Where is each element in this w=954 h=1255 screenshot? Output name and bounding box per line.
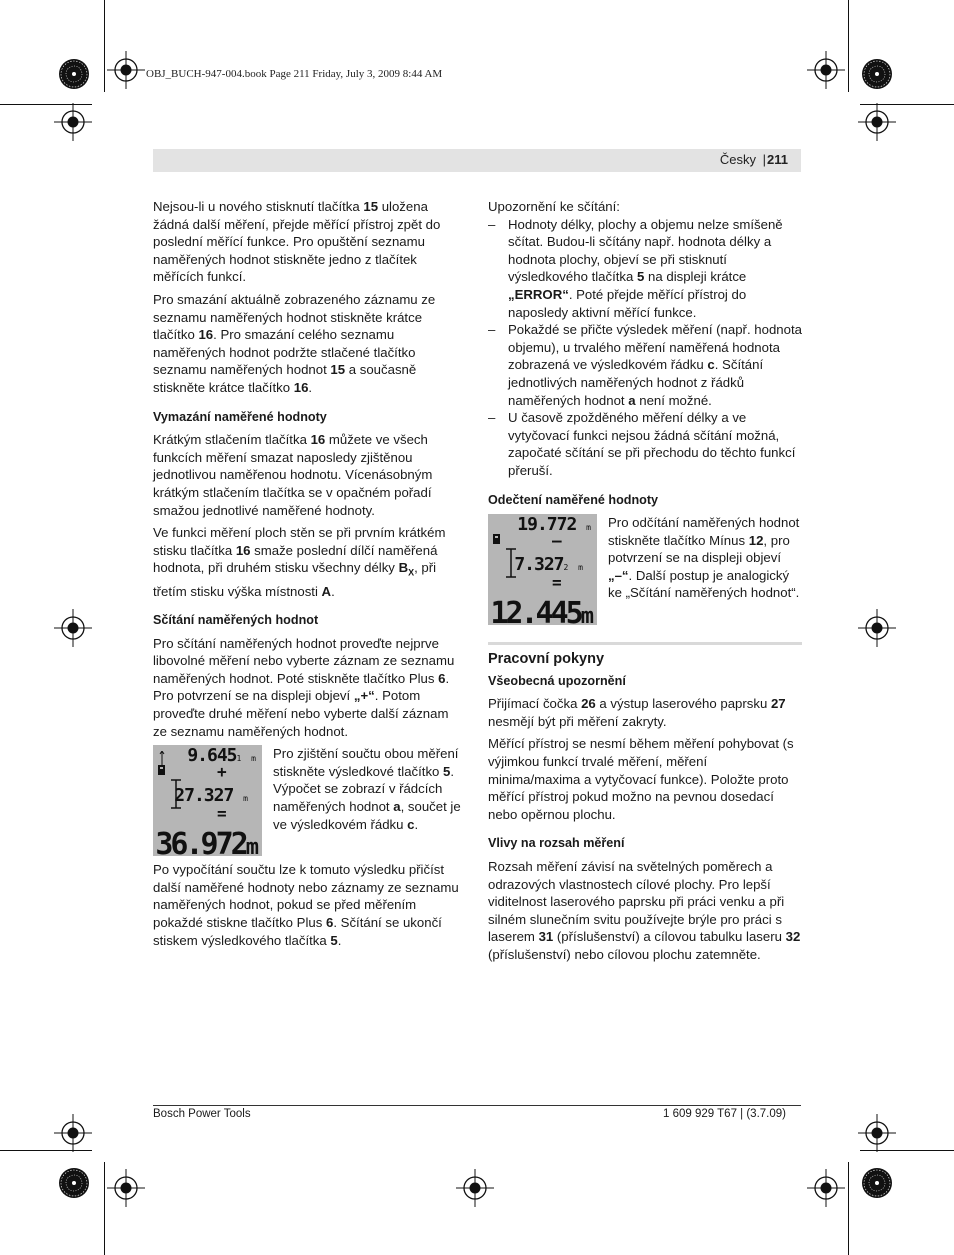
bold-run: 32 [785, 929, 801, 945]
paragraph: Přijímací čočka 26 a výstup laserového paprsku 27 nesmějí být při měření zakryty. [488, 696, 786, 729]
heading-delete-value: Vymazání naměřené hodnoty [153, 409, 327, 424]
bold-run: 27 [770, 696, 786, 712]
bold-run: 5 [330, 932, 338, 948]
bold-run: 15 [363, 199, 379, 214]
lcd-result [490, 595, 594, 626]
bold-run: 5 [637, 269, 645, 285]
bold-run: 6 [326, 915, 334, 931]
lcd-result-value: 12.445 [490, 595, 581, 626]
lcd-result [155, 826, 259, 857]
bold-run: 15 [330, 362, 346, 378]
right-column [488, 198, 802, 969]
lcd-equals: = [552, 573, 562, 593]
lcd-operator: + [217, 762, 227, 782]
bold-run: 5 [443, 763, 451, 779]
device-icon [157, 765, 167, 775]
lcd-value-1: 19.772 [517, 514, 577, 536]
device-icon [492, 534, 502, 544]
page-number: 211 [767, 152, 788, 167]
heading-subtract-value: Odečtení naměřené hodnoty [488, 492, 659, 507]
list-item: – U časově zpožděného měření délky a ve vytyčovací funkci nejsou žádná sčítání možná, započaté sčítání se při přechodu do těchto funkcí přeruší. [488, 409, 802, 479]
bold-run: „ERROR“ [508, 286, 569, 302]
header-separator: | [762, 152, 766, 167]
paragraph: Měřící přístroj se nesmí během měření pohybovat (s výjimkou funkcí trvalé měření, měření minima/maxima a vytyčovací funkce). Položte proto měřící přístroj pokud možno na pevnou dosedací nebo opěrnou plochu. [488, 736, 794, 822]
lcd-result-unit: m [245, 834, 259, 857]
notes-list [488, 216, 802, 480]
left-column [153, 198, 465, 954]
footer-doc-number: 1 609 929 T67 | (3.7.09) [663, 1108, 786, 1120]
lcd-line-2 [514, 556, 583, 577]
paragraph: Po vypočítání součtu lze k tomuto výsledku přičíst další naměřené hodnoty nebo záznamy ze seznamu naměřených hodnot, pokud se před měřením pokaždé stiskne tlačítko Plus 6. Sčítání se ukončí stiskem výsledkového tlačítka 5. [153, 862, 459, 948]
bold-run: B [398, 560, 409, 576]
subscript-run: X [408, 567, 415, 578]
bold-run: 16 [310, 432, 326, 448]
level-icon [157, 751, 167, 765]
header-language: Česky [719, 152, 756, 167]
lcd-operator: – [552, 531, 562, 551]
bold-run: a [628, 392, 636, 408]
lcd-result-value: 36.972 [155, 826, 246, 857]
paragraph: Rozsah měření závisí na světelných poměrech a odrazových vlastnostech cílové plochy. Pro lepší viditelnost laserového paprsku při práci venku a při silném slunečním svitu používejte brýle pro práci s laserem 31 (příslušenství) a cílovou tabulku laseru 32 (příslušenství) nebo cílovou plochu zatemněte. [488, 859, 801, 962]
bold-run: c [707, 357, 715, 373]
bold-run: „+“ [353, 688, 375, 704]
lcd-unit-1: m [251, 754, 256, 764]
heading-range-factors: Vlivy na rozsah měření [488, 836, 625, 851]
paragraph: Ve funkci měření ploch stěn se při prvním krátkém stisku tlačítka 16 smaže poslední dílčí naměřená hodnota, při druhém stisku všechny délky $B_X$, při třetím stisku výška místnosti A. [153, 525, 446, 599]
bold-run: 12 [748, 532, 764, 548]
figure-caption: Pro zjištění součtu obou měření stiskněte výsledkové tlačítko 5. Výpočet se zobrazí v řádcích naměřených hodnot a, součet je ve výsledkovém řádku c. [273, 746, 461, 832]
lcd-index-1: 1 [236, 754, 242, 764]
bold-run: 26 [581, 696, 596, 712]
bold-run: 6 [438, 670, 446, 686]
bold-run: 16 [198, 327, 214, 343]
lcd-equals: = [217, 804, 227, 824]
figure-caption: Pro odčítání naměřených hodnot stiskněte tlačítko Mínus 12, pro potvrzení se na displeji objeví „–“. Další postup je analogický ke „Sčítání naměřených hodnot“. [608, 515, 800, 601]
lcd-display-addition [153, 745, 262, 856]
heading-add-values: Sčítání naměřených hodnot [153, 613, 319, 628]
subtraction-figure-block [488, 514, 802, 625]
bold-run: 31 [538, 929, 554, 945]
footer-brand: Bosch Power Tools [153, 1108, 251, 1120]
lcd-value-2: 7.327 [514, 554, 564, 576]
bold-run: „–“ [608, 567, 629, 583]
paragraph: Pro smazání aktuálně zobrazeného záznamu ze seznamu naměřených hodnot stiskněte krátce tlačítko 16. Pro smazání celého seznamu naměřených hodnot podržte stlačené tlačítko seznamu naměřených hodnot 15 a současně stiskněte krátce tlačítko 16. [153, 291, 436, 395]
lcd-result-unit: m [580, 603, 594, 626]
list-item: – Hodnoty délky, plochy a objemu nelze smíšeně sčítat. Budou-li sčítány např. hodnota délky a hodnota plochy, objeví se při stisknutí výsledkového tlačítka 5 na displeji krátce „ERROR“. Poté přejde měřící přístroj do naposledy aktivní měřící funkce. [488, 216, 802, 322]
notes-title: Upozornění ke sčítání: [488, 199, 620, 214]
bold-run: c [407, 816, 415, 832]
print-info: OBJ_BUCH-947-004.book Page 211 Friday, July 3, 2009 8:44 AM [146, 68, 443, 80]
section-divider [488, 642, 802, 645]
bold-run: A [321, 583, 332, 599]
lcd-display-subtraction [488, 514, 597, 625]
lcd-unit-2: m [243, 794, 248, 804]
lcd-index-2: 2 [563, 563, 569, 573]
heading-general-notes: Všeobecná upozornění [488, 673, 626, 688]
list-item: – Pokaždé se přičte výsledek měření (např. hodnota objemu), u trvalého měření naměřená hodnota zobrazená ve výsledkovém řádku c. Sčítání jednotlivých naměřených hodnot z řádků naměřených hodnot a není možné. [488, 321, 802, 409]
paragraph: Krátkým stlačením tlačítka 16 můžete ve všech funkcích měření smazat naposledy zjištěnou jednotlivou naměřenou hodnotu. Vícenásobným krátkým stlačením tlačítka se v opačném pořadí smažou jednotlivé naměřené hodnoty. [153, 432, 433, 518]
section-heading: Pracovní pokyny [488, 651, 605, 668]
lcd-value-1: 9.645 [187, 745, 237, 767]
lcd-unit-1: m [586, 523, 591, 533]
addition-figure-block [153, 745, 465, 856]
paragraph: Pro sčítání naměřených hodnot proveďte nejprve libovolné měření nebo vyberte záznam ze seznamu naměřených hodnot. Poté stiskněte tlačítko Plus 6. Pro potvrzení se na displeji objeví „+“. Potom proveďte druhé měření nebo vyberte další záznam ze seznamu naměřených hodnot. [153, 635, 455, 739]
bold-run: a [393, 799, 401, 815]
lcd-line-2 [174, 787, 248, 808]
paragraph: Nejsou-li u nového stisknutí tlačítka 15 uložena žádná další měření, přejde měřící přístroj zpět do poslední měřící funkce. Pro opuštění seznamu naměřených hodnot stiskněte jedno z tlačítek měřících funkcí. [153, 199, 441, 285]
bold-run: 16 [293, 379, 309, 395]
bold-run: 16 [235, 542, 251, 558]
lcd-unit-2: m [578, 563, 583, 573]
page-header [153, 149, 801, 172]
footer-rule [153, 1105, 801, 1106]
lcd-value-2: 27.327 [174, 785, 234, 807]
